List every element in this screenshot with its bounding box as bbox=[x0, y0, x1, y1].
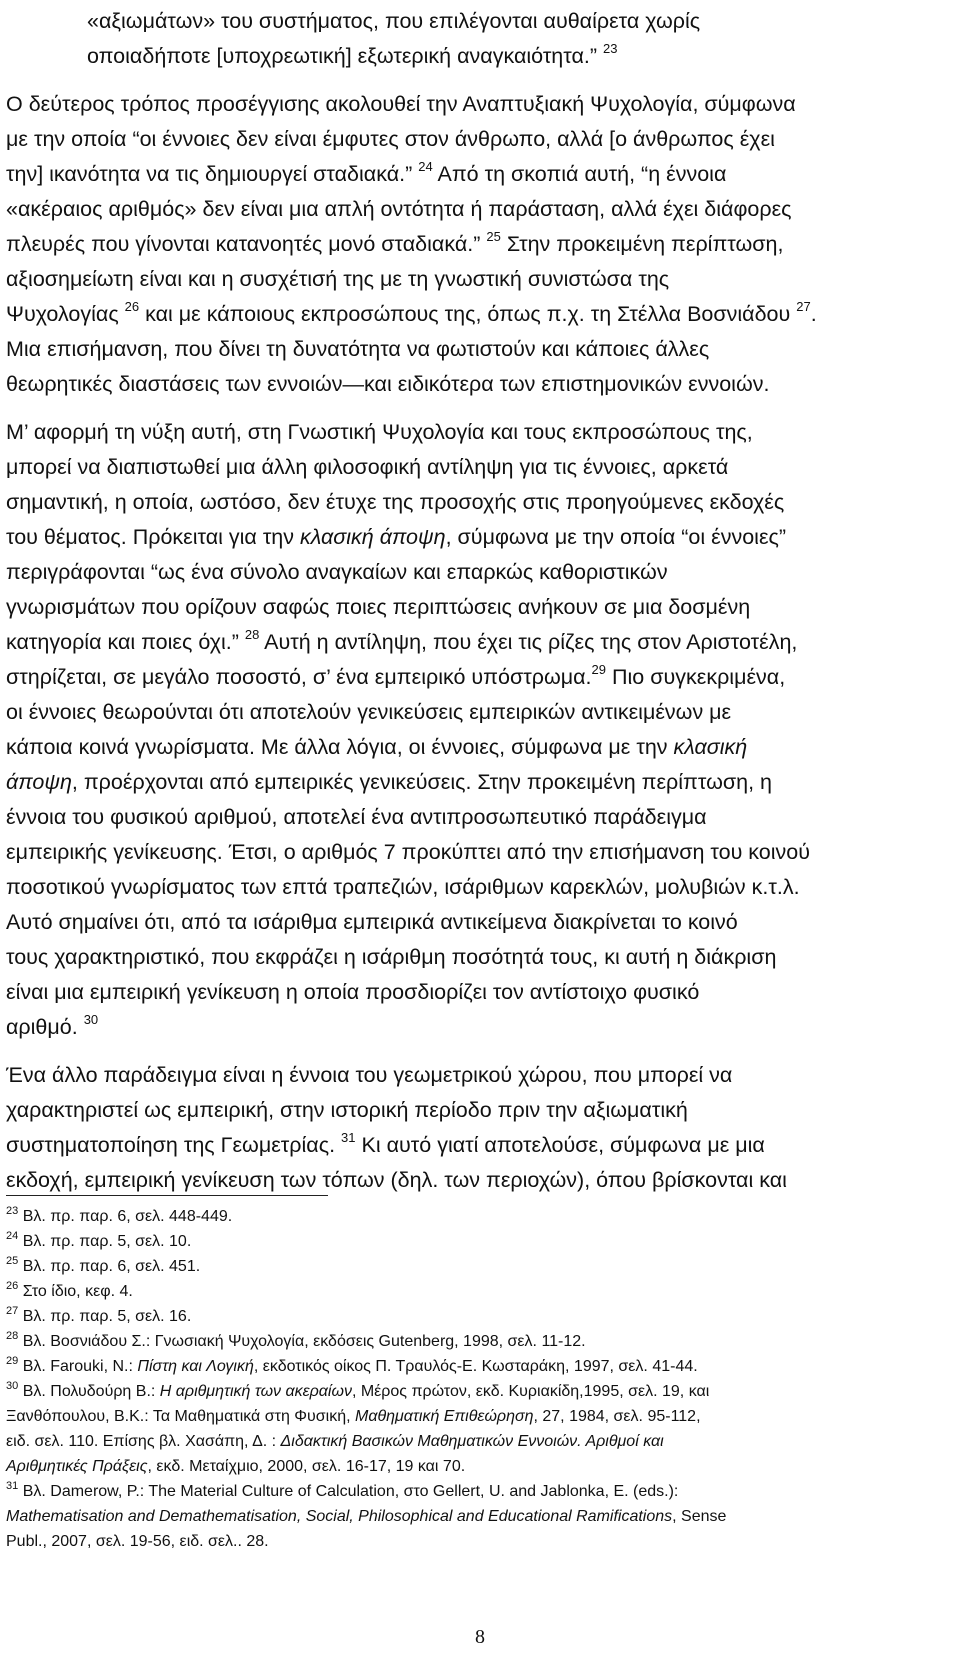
footnote-29: $^{29}$ Βλ. Farouki, N.: Πίστη και Λογική, εκδοτικός οίκος Π. Τραυλός-Ε. Κωσταράκη, 1997, σελ. 41-44. bbox=[6, 1354, 698, 1375]
footnote-ref-27[interactable]: 27 bbox=[796, 298, 811, 314]
text-line: με την οποία “οι έννοιες δεν είναι έμφυτες στον άνθρωπο, αλλά [ο άνθρωπος έχει bbox=[6, 127, 775, 151]
text-line: εμπειρικής γενίκευσης. Έτσι, ο αριθμός 7 προκύπτει από την επισήμανση του κοινού bbox=[6, 840, 810, 864]
text-line: χαρακτηριστεί ως εμπειρική, στην ιστορική περίοδο πριν την αξιωματική bbox=[6, 1098, 688, 1122]
text-line: αξιοσημείωτη είναι και η συσχέτισή της με τη γνωστική συνιστώσα της bbox=[6, 267, 670, 291]
text-line: συστηματοποίηση της Γεωμετρίας. $^{31}$ Κι αυτό γιατί αποτελούσε, σύμφωνα με μια bbox=[6, 1129, 765, 1157]
footnote-separator bbox=[6, 1195, 328, 1196]
text-line: περιγράφονται “ως ένα σύνολο αναγκαίων και επαρκώς καθοριστικών bbox=[6, 560, 668, 584]
text-line: μπορεί να διαπιστωθεί μια άλλη φιλοσοφική αντίληψη για τις έννοιες, αρκετά bbox=[6, 455, 729, 479]
text-line: οποιαδήποτε [υποχρεωτική] εξωτερική αναγκαιότητα.” $^{23}$ bbox=[87, 40, 618, 68]
text-line: Μια επισήμανση, που δίνει τη δυνατότητα να φωτιστούν και κάποιες άλλες bbox=[6, 337, 710, 361]
text-line: οι έννοιες θεωρούνται ότι αποτελούν γενικεύσεις εμπειρικών αντικειμένων με bbox=[6, 700, 732, 724]
footnote-27: $^{27}$ Βλ. πρ. παρ. 5, σελ. 16. bbox=[6, 1304, 192, 1325]
main-body-text bbox=[6, 0, 946, 1198]
footnotes bbox=[6, 1204, 951, 1554]
text-line: «αξιωμάτων» του συστήματος, που επιλέγονται αυθαίρετα χωρίς bbox=[87, 9, 701, 33]
footnote-30: $^{30}$ Βλ. Πολυδούρη Β.: Η αριθμητική των ακεραίων, Μέρος πρώτον, εκδ. Κυριακίδη,1995, σελ. 19, και bbox=[6, 1379, 710, 1400]
footnote-31: $^{31}$ Βλ. Damerow, P.: The Material Culture of Calculation, στο Gellert, U. and Jablonka, E. (eds.): bbox=[6, 1479, 679, 1500]
footnote-ref-23[interactable]: 23 bbox=[603, 40, 618, 56]
footnote-26: $^{26}$ Στο ίδιο, κεφ. 4. bbox=[6, 1279, 133, 1300]
footnote-ref-26[interactable]: 26 bbox=[124, 298, 140, 314]
text-line: σημαντική, η οποία, ωστόσο, δεν έτυχε της προσοχής στις προηγούμενες εκδοχές bbox=[6, 490, 785, 514]
text-line: την] ικανότητα να τις δημιουργεί σταδιακά.” $^{24}$ Από τη σκοπιά αυτή, “η έννοια bbox=[6, 158, 727, 186]
text-line: στηρίζεται, σε μεγάλο ποσοστό, σ’ ένα εμπειρικό υπόστρωμα.$^{29}$ Πιο συγκεκριμένα, bbox=[6, 661, 786, 689]
footnote-ref-30[interactable]: 30 bbox=[83, 1011, 99, 1027]
text-line: πλευρές που γίνονται κατανοητές μονό σταδιακά.” $^{25}$ Στην προκειμένη περίπτωση, bbox=[6, 228, 784, 256]
text-line: άποψη, προέρχονται από εμπειρικές γενικεύσεις. Στην προκειμένη περίπτωση, η bbox=[6, 770, 772, 794]
text-line: θεωρητικές διαστάσεις των εννοιών—και ειδικότερα των επιστημονικών εννοιών. bbox=[6, 372, 770, 396]
text-line: κατηγορία και ποιες όχι.” $^{28}$ Αυτή η αντίληψη, που έχει τις ρίζες της στον Αριστοτέλη, bbox=[6, 626, 798, 654]
text-line: είναι μια εμπειρική γενίκευση η οποία προσδιορίζει τον αντίστοιχο φυσικό bbox=[6, 980, 700, 1004]
footnote-30-cont: Ξανθόπουλου, Β.Κ.: Τα Μαθηματικά στη Φυσική, Μαθηματική Επιθεώρηση, 27, 1984, σελ. 95-112, bbox=[6, 1408, 701, 1425]
footnote-31-cont: Publ., 2007, σελ. 19-56, ειδ. σελ.. 28. bbox=[6, 1533, 269, 1550]
footnote-31-cont: Mathematisation and Demathematisation, Social, Philosophical and Educational Ramifications, Sense bbox=[6, 1508, 727, 1525]
footnote-30-cont: ειδ. σελ. 110. Επίσης βλ. Χασάπη, Δ. : Διδακτική Βασικών Μαθηματικών Εννοιών. Αριθμοί και bbox=[6, 1433, 664, 1450]
text-line: γνωρισμάτων που ορίζουν σαφώς ποιες περιπτώσεις ανήκουν σε μια δοσμένη bbox=[6, 595, 751, 619]
footnote-ref-31[interactable]: 31 bbox=[341, 1129, 356, 1145]
footnote-ref-24[interactable]: 24 bbox=[418, 158, 433, 174]
footnote-25: $^{25}$ Βλ. πρ. παρ. 6, σελ. 451. bbox=[6, 1254, 201, 1275]
footnote-23: $^{23}$ Βλ. πρ. παρ. 6, σελ. 448-449. bbox=[6, 1204, 233, 1225]
text-line: τους χαρακτηριστικό, που εκφράζει η ισάριθμη ποσότητά τους, κι αυτή η διάκριση bbox=[6, 945, 777, 969]
text-line: εκδοχή, εμπειρική γενίκευση των τόπων (δηλ. των περιοχών), όπου βρίσκονται και bbox=[6, 1168, 787, 1192]
text-line: του θέματος. Πρόκειται για την κλασική άποψη, σύμφωνα με την οποία “οι έννοιες” bbox=[6, 525, 787, 549]
footnote-30-cont: Αριθμητικές Πράξεις, εκδ. Μεταίχμιο, 2000, σελ. 16-17, 19 και 70. bbox=[6, 1458, 466, 1475]
text-line: Ο δεύτερος τρόπος προσέγγισης ακολουθεί την Αναπτυξιακή Ψυχολογία, σύμφωνα bbox=[6, 92, 796, 116]
text-line: Ένα άλλο παράδειγμα είναι η έννοια του γεωμετρικού χώρου, που μπορεί να bbox=[6, 1063, 733, 1087]
text-line: Ψυχολογίας $^{26}$ και με κάποιους εκπροσώπους της, όπως π.χ. τη Στέλλα Βοσνιάδου $^{27}$. bbox=[6, 298, 817, 326]
text-line: Μ’ αφορμή τη νύξη αυτή, στη Γνωστική Ψυχολογία και τους εκπροσώπους της, bbox=[6, 420, 753, 444]
text-line: κάποια κοινά γνωρίσματα. Με άλλα λόγια, οι έννοιες, σύμφωνα με την κλασική bbox=[6, 735, 748, 759]
page-number: 8 bbox=[475, 1626, 485, 1648]
footnote-ref-28[interactable]: 28 bbox=[244, 626, 260, 642]
text-line: αριθμό. $^{30}$ bbox=[6, 1011, 99, 1039]
text-line: Αυτό σημαίνει ότι, από τα ισάριθμα εμπειρικά αντικείμενα διακρίνεται το κοινό bbox=[6, 910, 738, 934]
footnote-24: $^{24}$ Βλ. πρ. παρ. 5, σελ. 10. bbox=[6, 1229, 192, 1250]
footnote-28: $^{28}$ Βλ. Βοσνιάδου Σ.: Γνωσιακή Ψυχολογία, εκδόσεις Gutenberg, 1998, σελ. 11-12. bbox=[6, 1329, 586, 1350]
text-line: «ακέραιος αριθμός» δεν είναι μια απλή οντότητα ή παράσταση, αλλά έχει διάφορες bbox=[6, 197, 792, 221]
text-line: έννοια του φυσικού αριθμού, αποτελεί ένα αντιπροσωπευτικό παράδειγμα bbox=[6, 805, 707, 829]
footnote-ref-29[interactable]: 29 bbox=[591, 661, 606, 677]
footnote-ref-25[interactable]: 25 bbox=[486, 228, 501, 244]
text-line: ποσοτικού γνωρίσματος των επτά τραπεζιών, ισάριθμων καρεκλών, μολυβιών κ.τ.λ. bbox=[6, 875, 800, 899]
